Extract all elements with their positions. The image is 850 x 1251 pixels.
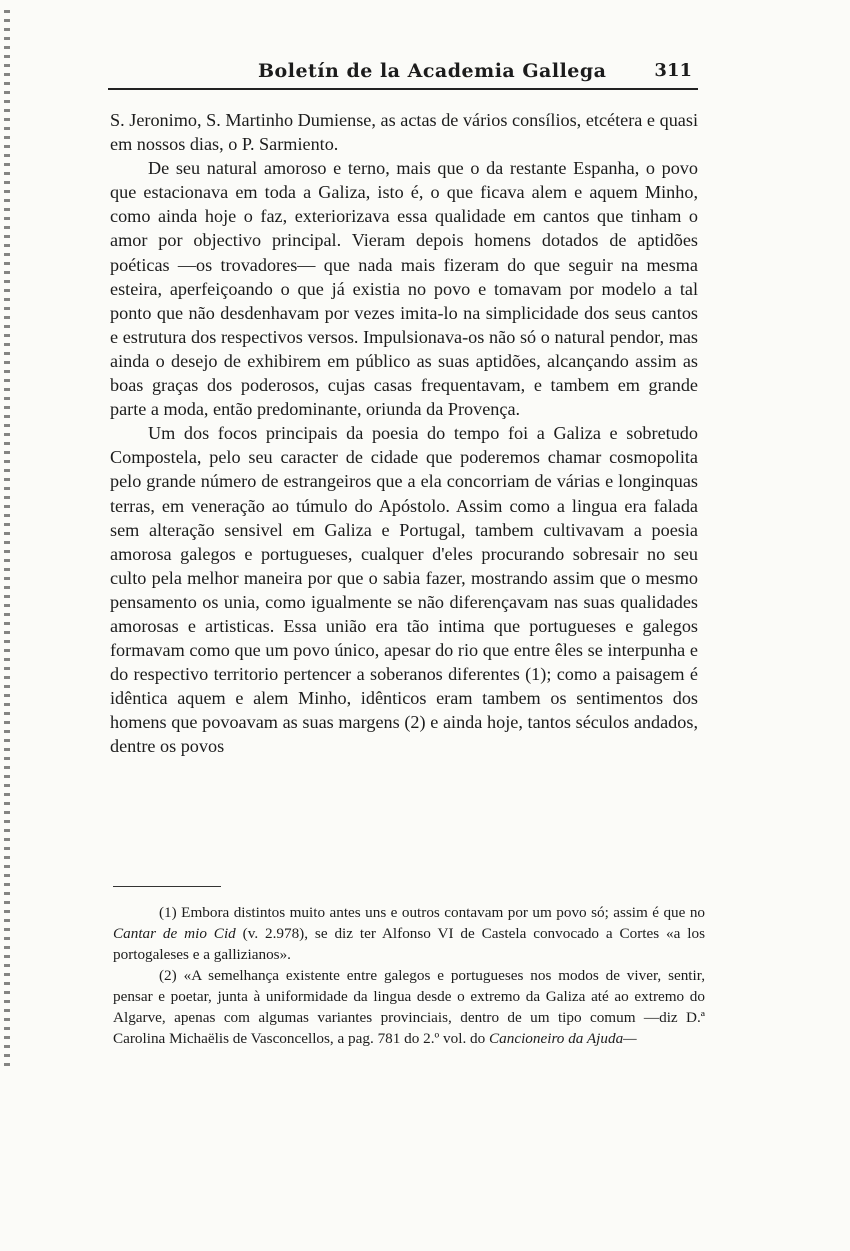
footnote-italic-title: Cancioneiro da Ajuda—	[489, 1030, 637, 1047]
footnote-italic-title: Cantar de mio Cid	[113, 925, 236, 942]
footnote-marker: (2)	[159, 967, 177, 984]
footnote-2	[113, 965, 705, 1049]
footnote-marker: (1)	[159, 904, 177, 921]
page-edge-scan-artifact	[4, 10, 10, 1070]
paragraph: De seu natural amoroso e terno, mais que o da restante Espanha, o povo que estacionava em toda a Galiza, isto é, o que ficava alem e aquem Minho, como ainda hoje o faz, exteriorizava essa qualidade em cantos que tinham o amor por objectivo principal. Vieram depois homens dotados de aptidões poéticas —os trovadores— que nada mais fizeram do que seguir na mesma esteira, aperfeiçoando o que já existia no povo e tomavam por modelo a tal ponto que não desdenhavam por vezes imita-lo na simplicidade dos seus cantos e estrutura dos respectivos versos. Impulsionava-os não só o natural pendor, mas ainda o desejo de exhibirem em público as suas aptidões, alcançando assim as boas graças dos poderosos, cujas casas frequentavam, e tambem em grande parte a moda, então predominante, oriunda da Provença.	[110, 158, 698, 420]
paragraph: Um dos focos principais da poesia do tempo foi a Galiza e sobretudo Compostela, pelo seu caracter de cidade que poderemos chamar cosmopolita pelo grande número de estrangeiros que a ela concorriam de várias e longinquas terras, em veneração ao túmulo do Apóstolo. Assim como a lingua era falada sem alteração sensivel em Galiza e Portugal, tambem cultivavam a poesia amorosa galegos e portugueses, cualquer d'eles procurando sobresair no seu culto pela melhor maneira por que o sabia fazer, mostrando assim que o mesmo pensamento os unia, como igualmente se não diferençavam nas suas qualidades amorosas e artisticas. Essa união era tão intima que portugueses e galegos formavam como que um povo único, apesar do rio que entre êles se interpunha e do respectivo territorio pertencer a soberanos diferentes (1); como a paisagem é idêntica aquem e alem Minho, idênticos eram tambem os sentimentos dos homens que povoavam as suas margens (2) e ainda hoje, tantos séculos andados, dentre os povos	[110, 423, 698, 757]
footnote-separator	[113, 886, 221, 887]
footnote-text: Embora distintos muito antes uns e outros contavam por um povo só; assim é que no	[181, 904, 706, 921]
body-text	[110, 108, 698, 759]
journal-title: Boletín de la Academia Gallega	[258, 60, 607, 82]
footnote-text: «A semelhança existente entre galegos e portugueses nos modos de viver, sentir, pensar e poetar, junta à uniformidade da lingua desde o extremo da Galiza até ao extremo do Algarve, apenas com algumas variantes provinciais, dentro de um tipo comum —diz D.ª Carolina Michaëlis de Vasconcellos, a pag. 781 do 2.º vol. do	[113, 967, 705, 1047]
paragraph: S. Jeronimo, S. Martinho Dumiense, as actas de vários consílios, etcétera e quasi em nossos dias, o P. Sarmiento.	[110, 110, 698, 155]
page-number: 311	[654, 60, 692, 81]
footnotes	[113, 902, 705, 1049]
footnote-1	[113, 902, 705, 965]
header-rule	[108, 88, 698, 90]
footnote-text: (v. 2.978), se diz ter Alfonso VI de Castela convocado a Cortes «a los portogaleses e a gallizianos».	[113, 925, 705, 963]
running-header	[108, 58, 698, 88]
